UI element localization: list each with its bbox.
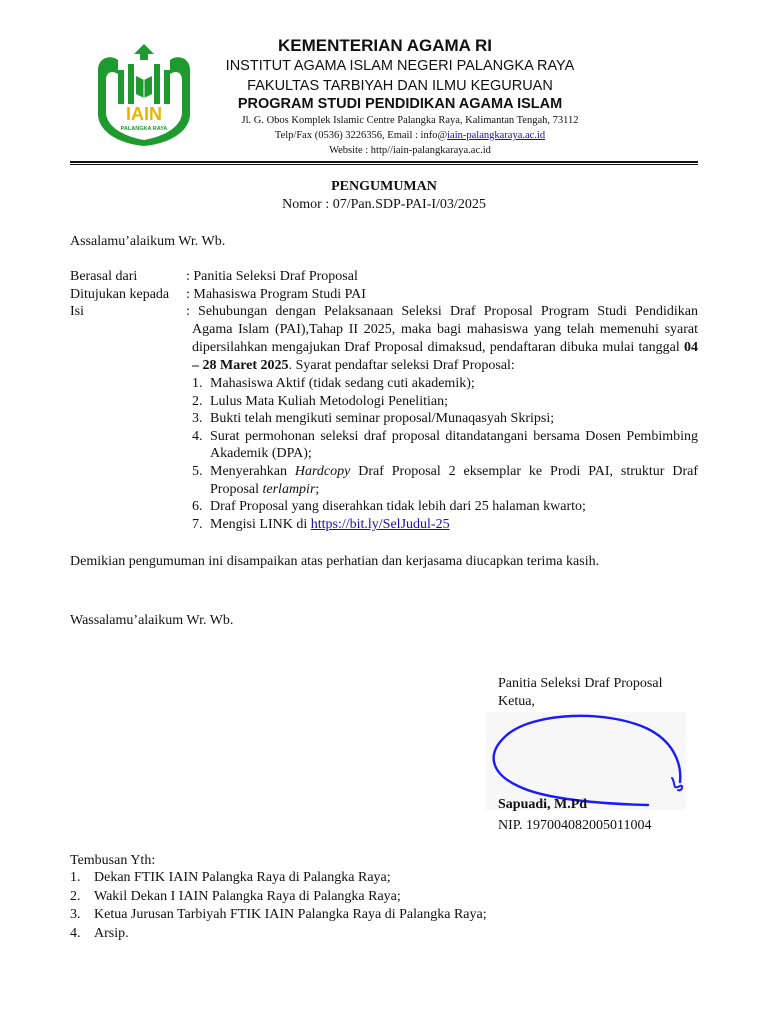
list-number: 3.: [70, 907, 81, 922]
cc-recipient: Wakil Dekan I IAIN Palangka Raya di Palangka Raya;: [94, 888, 401, 904]
cc-recipient: Arsip.: [94, 925, 129, 941]
list-item: [186, 410, 698, 428]
farewell: Wassalamu’alaikum Wr. Wb.: [70, 613, 234, 628]
announcement-number: Nomor : 07/Pan.SDP-PAI-I/03/2025: [282, 197, 486, 212]
svg-text:PALANGKA RAYA: PALANGKA RAYA: [120, 126, 168, 132]
field-content-value: [186, 303, 698, 533]
field-to-value: : Mahasiswa Program Studi PAI: [186, 287, 366, 302]
list-item: [186, 393, 698, 411]
header-divider: [70, 161, 698, 165]
list-number: 3.: [192, 411, 203, 427]
list-item: [186, 516, 698, 534]
committee-name: Panitia Seleksi Draf Proposal: [498, 676, 663, 691]
registration-link[interactable]: https://bit.ly/SelJudul-25: [310, 516, 450, 532]
list-number: 2.: [192, 393, 203, 409]
list-item: [186, 463, 698, 498]
requirement-italic: Hardcopy: [294, 463, 351, 479]
institute-name: INSTITUT AGAMA ISLAM NEGERI PALANGKA RAYA: [225, 58, 575, 74]
announcement-title-block: [70, 178, 698, 214]
requirement-text: Menyerahkan: [210, 463, 295, 479]
institution-website: Website : http//iain-palangkaraya.ac.id: [329, 145, 491, 156]
list-item: [186, 375, 698, 393]
list-number: 7.: [192, 516, 203, 532]
list-number: 1.: [70, 870, 81, 885]
list-item: [70, 888, 698, 907]
content-paragraph: [186, 303, 698, 375]
requirement-text: Bukti telah mengikuti seminar proposal/Munaqasyah Skripsi;: [210, 411, 555, 427]
list-item: [70, 906, 698, 925]
list-item: [70, 925, 698, 944]
registration-dates: 04 – 28 Maret 2025: [192, 340, 698, 373]
faculty-name: FAKULTAS TARBIYAH DAN ILMU KEGURUAN: [247, 78, 553, 94]
field-to-label: Ditujukan kepada: [70, 287, 170, 302]
requirements-list: [186, 375, 698, 533]
field-from-label: Berasal dari: [70, 269, 138, 284]
requirement-text: Draf Proposal 2 eksemplar ke Prodi PAI, struktur Draf Proposal: [210, 463, 698, 497]
program-name: PROGRAM STUDI PENDIDIKAN AGAMA ISLAM: [237, 96, 563, 112]
signer-nip: NIP. 197004082005011004: [498, 818, 652, 833]
ministry-name: KEMENTERIAN AGAMA RI: [277, 36, 493, 55]
signer-role: Ketua,: [498, 694, 535, 709]
cc-recipient: Ketua Jurusan Tarbiyah FTIK IAIN Palangka Raya di Palangka Raya;: [94, 907, 487, 922]
institution-contact: [200, 130, 620, 141]
requirement-italic: terlampir: [262, 481, 316, 497]
list-number: 4.: [192, 428, 203, 444]
list-number: 4.: [70, 925, 81, 941]
cc-recipient: Dekan FTIK IAIN Palangka Raya di Palangka Raya;: [94, 870, 391, 885]
list-item: [186, 428, 698, 463]
email-domain-link[interactable]: iain-palangkaraya.ac.id: [447, 130, 546, 141]
requirement-text: Draf Proposal yang diserahkan tidak lebih dari 25 halaman kwarto;: [210, 499, 586, 515]
iain-logo: [88, 40, 200, 146]
list-item: [186, 498, 698, 516]
cc-list: [70, 869, 698, 943]
closing-statement: Demikian pengumuman ini disampaikan atas perhatian dan kerjasama diucapkan terima kasih.: [70, 554, 600, 569]
requirement-text: ;: [315, 481, 320, 497]
svg-text:IAIN: IAIN: [126, 104, 162, 124]
requirement-text: Mengisi LINK di: [210, 516, 311, 532]
requirement-text: Lulus Mata Kuliah Metodologi Penelitian;: [210, 393, 448, 409]
cc-title: Tembusan Yth:: [70, 853, 156, 868]
handwritten-signature: [486, 712, 686, 810]
list-number: 1.: [192, 376, 203, 391]
list-item: [70, 869, 698, 888]
content-intro: : Sehubungan dengan Pelaksanaan Seleksi Draf Proposal Program Studi Pendidikan Agama Islam (PAI),Tahap II 2025, maka bagi mahasiswa yang telah memenuhi syarat dipersilahkan mengajukan Draf Proposal dimaksud, pendaftaran dibuka mulai tanggal: [186, 304, 698, 355]
field-from-value: : Panitia Seleksi Draf Proposal: [186, 269, 358, 284]
requirement-text: Mahasiswa Aktif (tidak sedang cuti akademik);: [210, 376, 475, 391]
list-number: 6.: [192, 499, 203, 515]
announcement-title: PENGUMUMAN: [331, 179, 437, 194]
list-number: 2.: [70, 888, 81, 904]
signer-name: Sapuadi, M.Pd: [498, 797, 588, 812]
content-outro: . Syarat pendaftar seleksi Draf Proposal:: [288, 358, 515, 373]
field-content-label: Isi: [70, 304, 84, 319]
institution-address: Jl. G. Obos Komplek Islamic Centre Palangka Raya, Kalimantan Tengah, 73112: [241, 115, 579, 126]
requirement-text: Surat permohonan seleksi draf proposal ditandatangani bersama Dosen Pembimbing Akademik (DPA);: [210, 428, 698, 462]
greeting: Assalamu’alaikum Wr. Wb.: [70, 234, 226, 249]
signature-block: [498, 675, 738, 711]
contact-telp-email: Telp/Fax (0536) 3226356, Email : info@: [274, 130, 448, 141]
list-number: 5.: [192, 463, 203, 479]
